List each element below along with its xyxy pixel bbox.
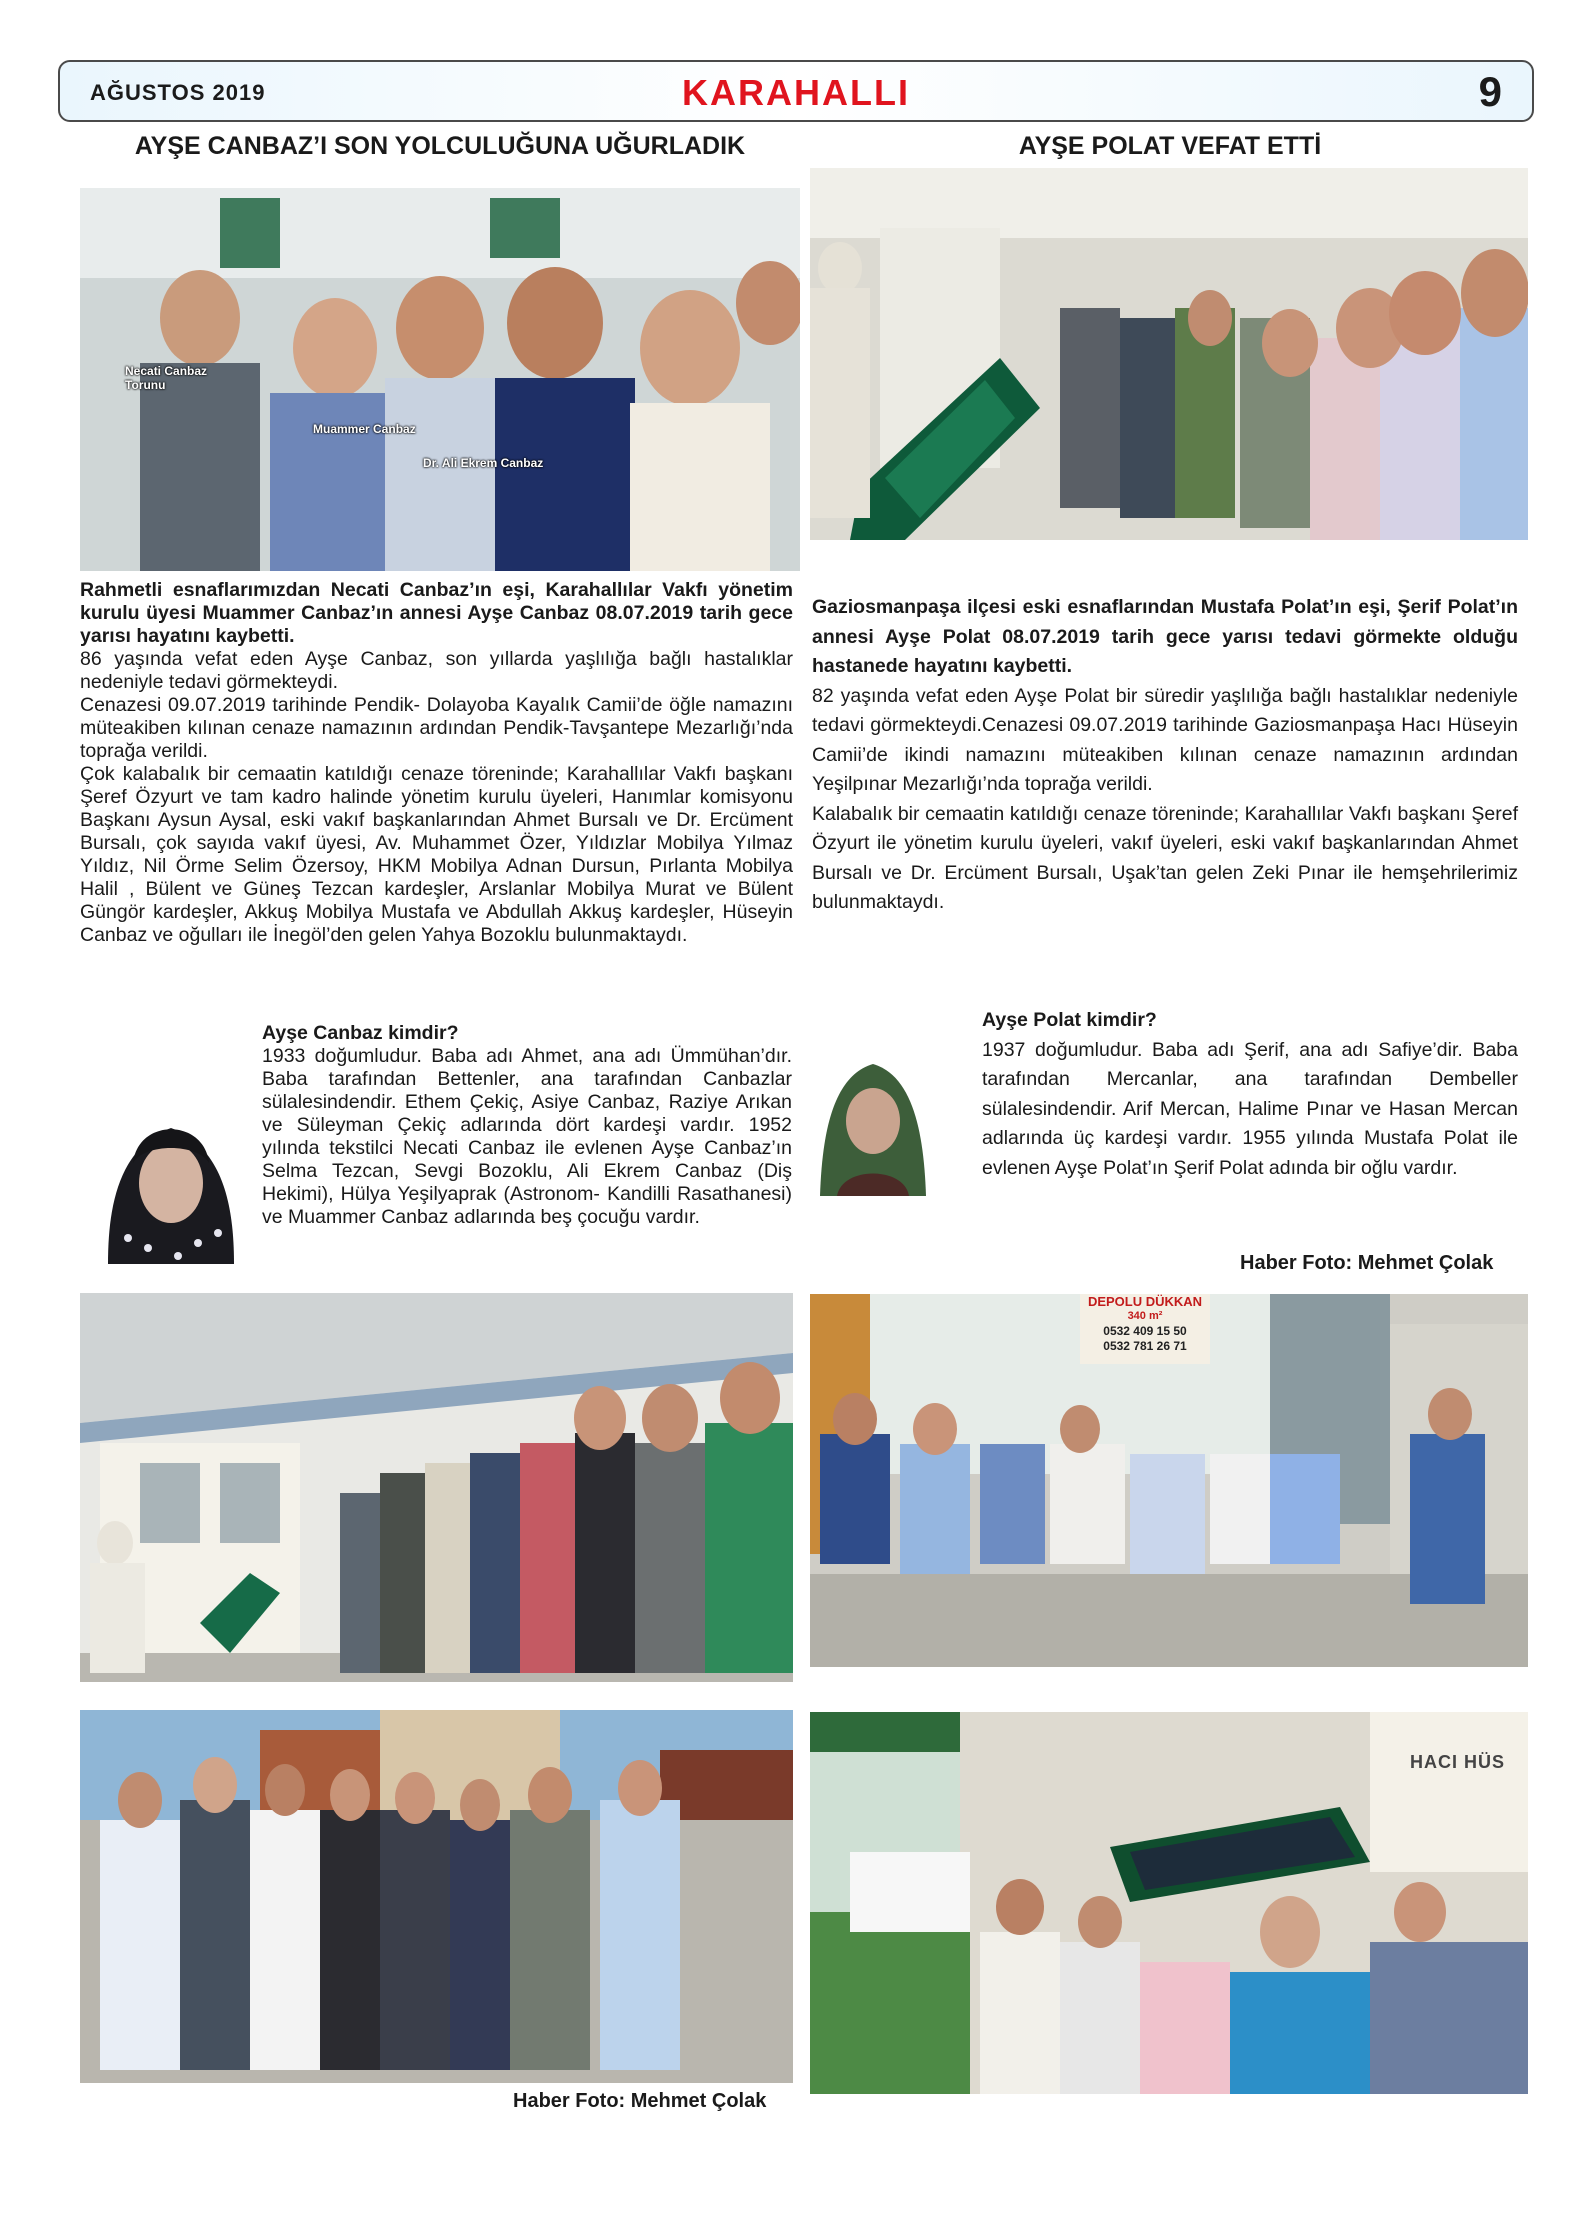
left-article-body — [80, 579, 793, 947]
mosque-sign: HACI HÜS — [1410, 1752, 1506, 1772]
right-photo-credit: Haber Foto: Mehmet Çolak — [1240, 1252, 1494, 1274]
page-number: 9 — [1478, 68, 1502, 115]
portrait-ayse-polat — [812, 1046, 934, 1196]
photo-men-seated-street — [810, 1294, 1528, 1667]
right-article-body — [812, 593, 1518, 918]
left-bio-text: 1933 doğumludur. Baba adı Ahmet, ana adı Ümmühan’dır. Baba tarafından Bettenler, ana tarafından Canbazlar sülalesindendir. Ethem Çekiç, Asiye Canbaz, Raziye Arıkan ve Süleyman Çekiç adlarında dört kardeşi vardır. 1952 yılında tekstilci Necati Canbaz ile evlenen Ayşe Canbaz’ın Selma Tezcan, Sevgi Bozoklu, Ali Ekrem Canbaz (Diş Hekimi), Hülya Yeşilyaprak (Astronom- Kandilli Rasathanesi) ve Muammer Canbaz adlarında beş çocuğu vardır. — [262, 1045, 792, 1228]
shop-sign-phone-2: 0532 781 26 71 — [1103, 1339, 1187, 1353]
right-bio — [982, 1006, 1518, 1183]
photo-label-ali-ekrem: Dr. Ali Ekrem Canbaz — [423, 456, 544, 470]
photo-coffin-carried — [810, 1712, 1528, 2094]
photo-label-necati-torunu — [125, 364, 207, 392]
right-bio-title: Ayşe Polat kimdir? — [982, 1009, 1157, 1031]
right-headline: AYŞE POLAT VEFAT ETTİ — [1018, 132, 1322, 160]
photo-polat-funeral-prayer — [810, 168, 1528, 540]
photo-label-muammer: Muammer Canbaz — [313, 422, 416, 436]
right-paragraph-2: Kalabalık bir cemaatin katıldığı cenaze töreninde; Karahallılar Vakfı başkanı Şeref Özyurt ile yönetim kurulu üyeleri, vakıf üyeleri, eski vakıf başkanlarından Ahmet Bursalı ve Dr. Ercüment Bursalı, Uşak’tan gelen Zeki Pınar ile hemşehrilerimiz bulunmaktaydı. — [812, 802, 1518, 913]
photo-group-portrait — [80, 1710, 793, 2083]
left-lead-paragraph: Rahmetli esnaflarımızdan Necati Canbaz’ın eşi, Karahallılar Vakfı yönetim kurulu üyesi Muammer Canbaz’ın annesi Ayşe Canbaz 08.07.2019 tarih gece yarısı hayatını kaybetti. — [80, 579, 793, 647]
label-line-name: Necati Canbaz — [125, 364, 208, 378]
right-lead-paragraph: Gaziosmanpaşa ilçesi eski esnaflarından Mustafa Polat’ın eşi, Şerif Polat’ın annesi Ayşe Polat 08.07.2019 tarih gece yarısı tedavi görmekte olduğu hastanede hayatını kaybetti. — [812, 596, 1518, 677]
photo-mosque-courtyard-prayer — [80, 1293, 793, 1682]
shop-sign-board — [1082, 1294, 1208, 1364]
left-bio-title: Ayşe Canbaz kimdir? — [262, 1022, 459, 1044]
label-line-relation: Torunu — [125, 378, 166, 392]
left-photo-credit: Haber Foto: Mehmet Çolak — [513, 2090, 767, 2112]
left-paragraph-1: 86 yaşında vefat eden Ayşe Canbaz, son yıllarda yaşlılığa bağlı hastalıklar nedeniyle tedavi görmekteydi. — [80, 648, 793, 693]
photo-canbaz-funeral-mourners — [80, 188, 800, 571]
newspaper-title: KARAHALLI — [682, 72, 910, 113]
issue-date: AĞUSTOS 2019 — [90, 80, 266, 105]
right-paragraph-1: 82 yaşında vefat eden Ayşe Polat bir süredir yaşlılığa bağlı hastalıklar nedeniyle tedavi görmekteydi.Cenazesi 09.07.2019 tarihinde Gaziosmanpaşa Hacı Hüseyin Camii’de ikindi namazını müteakiben kılınan cenaze namazının ardından Yeşilpınar Mezarlığı’nda toprağa verildi. — [812, 684, 1518, 795]
page-header — [58, 60, 1534, 122]
portrait-ayse-canbaz — [88, 1088, 254, 1264]
right-bio-text: 1937 doğumludur. Baba adı Şerif, ana adı Safiye’dir. Baba tarafından Mercanlar, ana tarafından Dembeller sülalesindendir. Arif Mercan, Halime Pınar ve Hasan Mercan adlarında üç kardeşi vardır. 1955 yılında Mustafa Polat ile evlenen Ayşe Polat’ın Şerif Polat adında bir oğlu vardır. — [982, 1038, 1518, 1179]
left-headline: AYŞE CANBAZ’I SON YOLCULUĞUNA UĞURLADIK — [134, 132, 746, 160]
shop-sign-line-1: DEPOLU DÜKKAN — [1087, 1294, 1203, 1309]
shop-sign-phone-1: 0532 409 15 50 — [1103, 1324, 1187, 1338]
left-paragraph-3: Çok kalabalık bir cemaatin katıldığı cenaze töreninde; Karahallılar Vakfı başkanı Şeref Özyurt ve tam kadro halinde yönetim kurulu üyeleri, Hanımlar komisyonu Başkanı Aysun Aysal, eski vakıf başkanlarından Ahmet Bursalı ve Dr. Ercüment Bursalı, çok sayıda vakıf üyesi, Av. Muhammet Özer, Yıldızlar Mobilya Yılmaz Yıldız, Nil Örme Selim Özersoy, HKM Mobilya Adnan Dursun, Pırlanta Mobilya Halil , Bülent ve Güneş Tezcan kardeşler, Arslanlar Mobilya Murat ve Bülent Güngör kardeşler, Akkuş Mobilya Mustafa ve Abdullah Akkuş kardeşler, Hüseyin Canbaz ve oğulları ile İnegöl’den gelen Yahya Bozoklu bulunmaktaydı. — [80, 763, 793, 946]
shop-sign-line-2: 340 m² — [1127, 1310, 1163, 1322]
left-paragraph-2: Cenazesi 09.07.2019 tarihinde Pendik- Dolayoba Kayalık Camii’de öğle namazını müteakiben kılınan cenaze namazının ardından Pendik-Tavşantepe Mezarlığı’nda toprağa verildi. — [80, 694, 793, 762]
left-bio — [262, 1022, 792, 1229]
